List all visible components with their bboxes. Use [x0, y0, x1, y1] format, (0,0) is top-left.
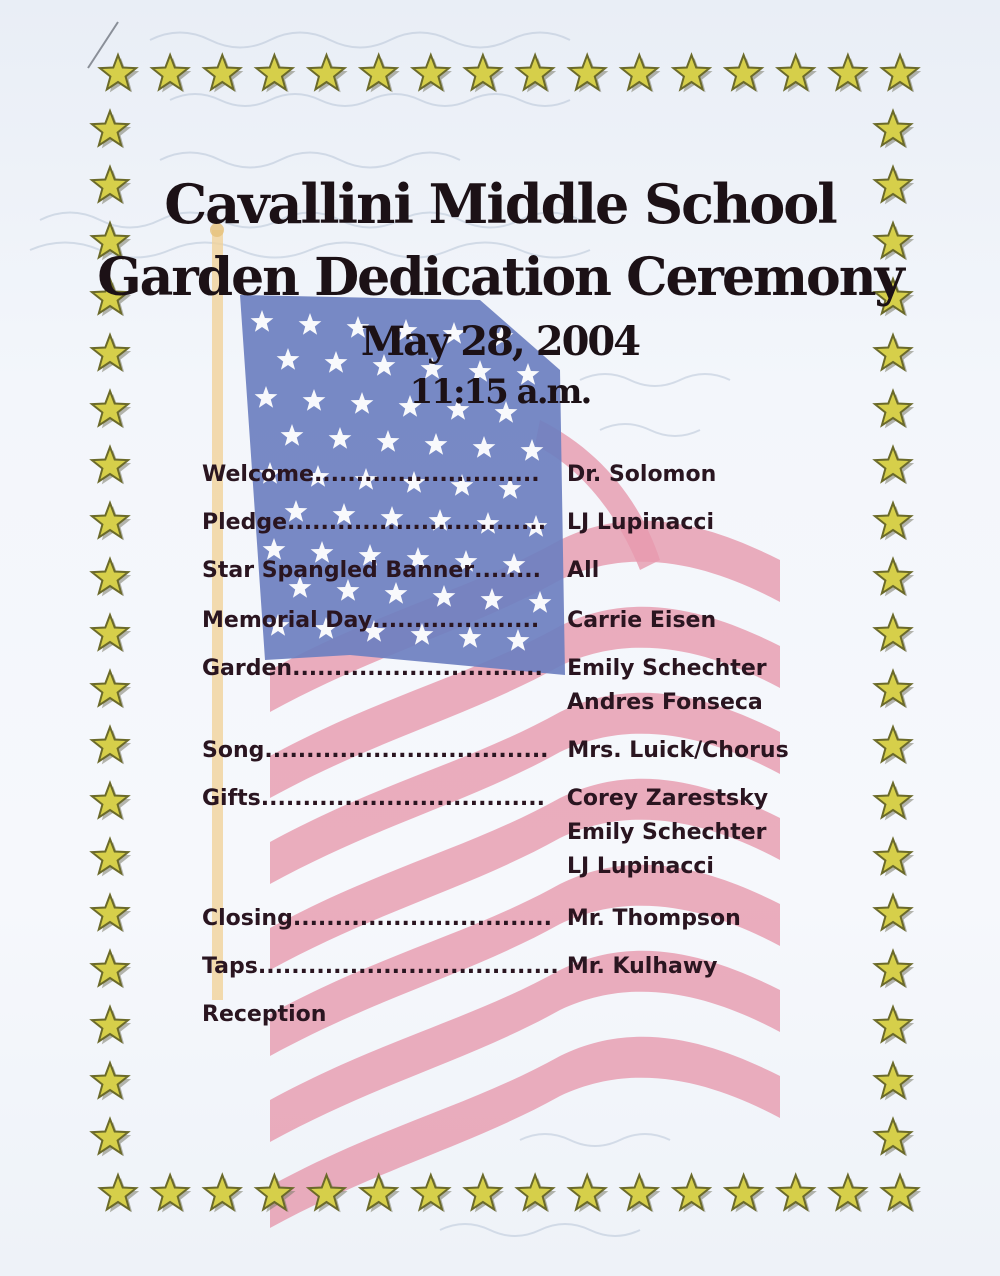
leader-dots: ............................... — [292, 906, 552, 931]
program-item-label: Taps — [202, 954, 258, 979]
program-item-label: Memorial Day — [202, 608, 373, 633]
program-item-performer: Emily Schechter — [567, 820, 767, 845]
program-item-performer: Carrie Eisen — [567, 608, 717, 633]
program-item — [202, 510, 714, 535]
leader-dots: .................... — [372, 608, 540, 633]
leader-dots: .................................... — [257, 954, 559, 979]
leader-dots: ........................... — [313, 462, 540, 487]
leader-dots: .............................. — [292, 656, 543, 681]
program-item-performer: Mr. Kulhawy — [566, 954, 718, 979]
program-item — [202, 786, 768, 811]
program-item-performer: Mr. Thompson — [566, 906, 741, 931]
program-item-performer: Andres Fonseca — [567, 690, 763, 715]
program-item — [202, 954, 718, 979]
program-item-label: Welcome — [202, 462, 314, 487]
program-item — [202, 608, 716, 633]
program-item-performer: Mrs. Luick/Chorus — [567, 738, 789, 763]
program-item-performer: Emily Schechter — [567, 656, 767, 681]
event-title: Garden Dedication Ceremony — [97, 247, 903, 308]
event-date: May 28, 2004 — [360, 318, 640, 365]
program-item — [202, 656, 767, 681]
leader-dots: ............................... — [287, 510, 547, 535]
program-item-label: Star Spangled Banner — [202, 558, 475, 583]
program-item — [202, 738, 789, 763]
program-item-label: Song — [202, 738, 265, 763]
program-item-performer: All — [567, 558, 600, 583]
program-item-label: Pledge — [202, 510, 288, 535]
program-item-performer: Corey Zarestsky — [566, 786, 769, 811]
program-item-performer: LJ Lupinacci — [567, 510, 714, 535]
event-time: 11:15 a.m. — [409, 372, 591, 412]
program-item-performer: Dr. Solomon — [566, 462, 717, 487]
program-item-label: Closing — [202, 906, 293, 931]
leader-dots: .................................. — [264, 738, 549, 763]
leader-dots: ........ — [474, 558, 542, 583]
program-item — [202, 1002, 326, 1027]
school-name: Cavallini Middle School — [164, 172, 836, 236]
program-item — [202, 462, 716, 487]
program-item-label: Garden — [202, 656, 293, 681]
program-item-label: Gifts — [202, 786, 261, 811]
program-item — [202, 558, 599, 583]
program-item — [202, 906, 741, 931]
program-item-label: Reception — [202, 1002, 327, 1027]
program-item-performer: LJ Lupinacci — [567, 854, 714, 879]
leader-dots: .................................. — [260, 786, 545, 811]
